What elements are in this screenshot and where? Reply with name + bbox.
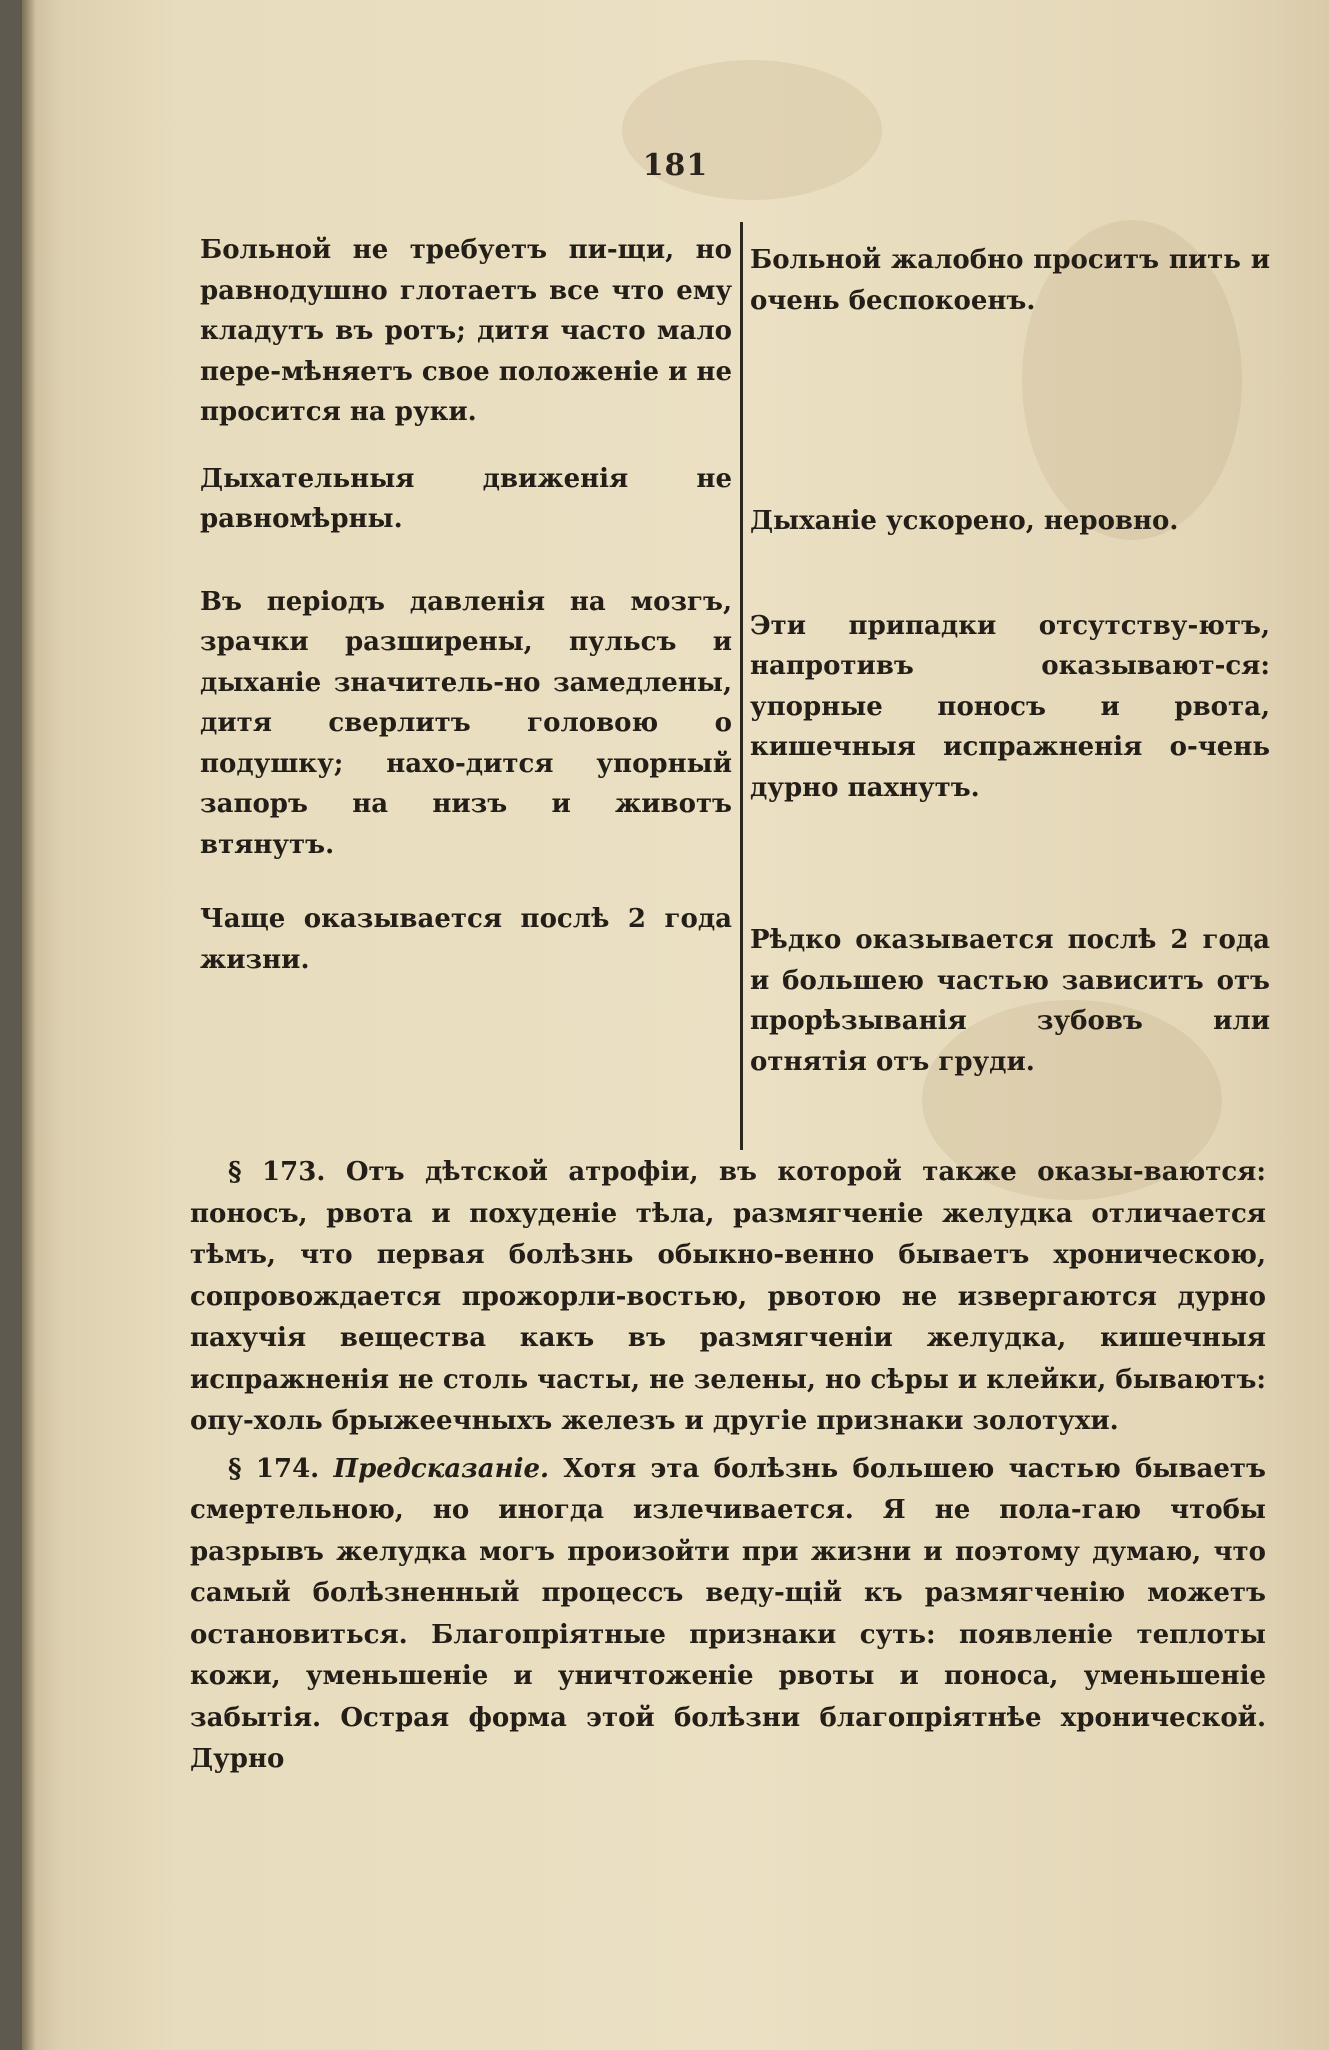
section-paragraph — [190, 1152, 1266, 1443]
section-text: Отъ дѣтской атрофiи, въ которой также оказы-ваются: поносъ, рвота и похуденiе тѣла, размягченiе желудка отличается тѣмъ, что первая болѣзнь обыкно-венно бываетъ хроническою, сопровождается прожорли-востью, рвотою не извергаются дурно пахучiя вещества какъ въ размягченiи желудка, кишечныя испражненiя не столь часты, не зелены, но сѣры и клейки, бываютъ: опу-холь брыжеечныхъ железъ и другiе признаки золотухи. — [190, 1157, 1266, 1436]
column-divider — [740, 222, 743, 1150]
right-paragraph: Дыханiе ускорено, неровно. — [750, 506, 1179, 536]
right-column — [750, 240, 1270, 1082]
left-paragraph: Больной не требуетъ пи-щи, но равнодушно глотаетъ все что ему кладутъ въ ротъ; дитя часто мало пере-мѣняетъ свое положенiе и не просится на руки. — [200, 235, 732, 427]
section-paragraph — [190, 1449, 1266, 1781]
book-page — [22, 0, 1329, 2050]
section-number: § 174. — [228, 1453, 320, 1484]
main-text — [190, 1152, 1266, 1781]
right-paragraph: Рѣдко оказывается послѣ 2 года и большею частью зависитъ отъ прорѣзыванiя зубовъ или отнятiя отъ груди. — [750, 925, 1270, 1077]
left-paragraph: Чаще оказывается послѣ 2 года жизни. — [200, 904, 732, 975]
left-paragraph: Дыхательныя движенiя не равномѣрны. — [200, 463, 732, 534]
right-paragraph: Больной жалобно проситъ пить и очень беспокоенъ. — [750, 245, 1270, 316]
section-heading: Предсказанiе. — [333, 1453, 550, 1484]
section-text: Хотя эта болѣзнь большею частью бываетъ смертельною, но иногда излечивается. Я не пола-гаю чтобы разрывъ желудка могъ произойти при жизни и поэтому думаю, что самый болѣзненный процессъ веду-щiй къ размягченiю можетъ остановиться. Благопрiятные признаки суть: появленiе теплоты кожи, уменьшенiе и уничтоженiе рвоты и поноса, уменьшенiе забытiя. Острая форма этой болѣзни благопрiятнѣе хронической. Дурно — [190, 1453, 1266, 1774]
section-number: § 173. — [228, 1157, 326, 1187]
left-paragraph: Въ перiодъ давленiя на мозгъ, зрачки разширены, пульсъ и дыханiе значитель-но замедлены, дитя сверлитъ головою о подушку; нахо-дится упорный запоръ на низъ и животъ втянутъ. — [200, 586, 732, 860]
left-column — [200, 230, 732, 980]
page-number: 181 — [642, 148, 709, 183]
right-paragraph: Эти припадки отсутству-ютъ, напротивъ оказывают-ся: упорные поносъ и рвота, кишечныя испражненiя о-чень дурно пахнутъ. — [750, 610, 1270, 803]
